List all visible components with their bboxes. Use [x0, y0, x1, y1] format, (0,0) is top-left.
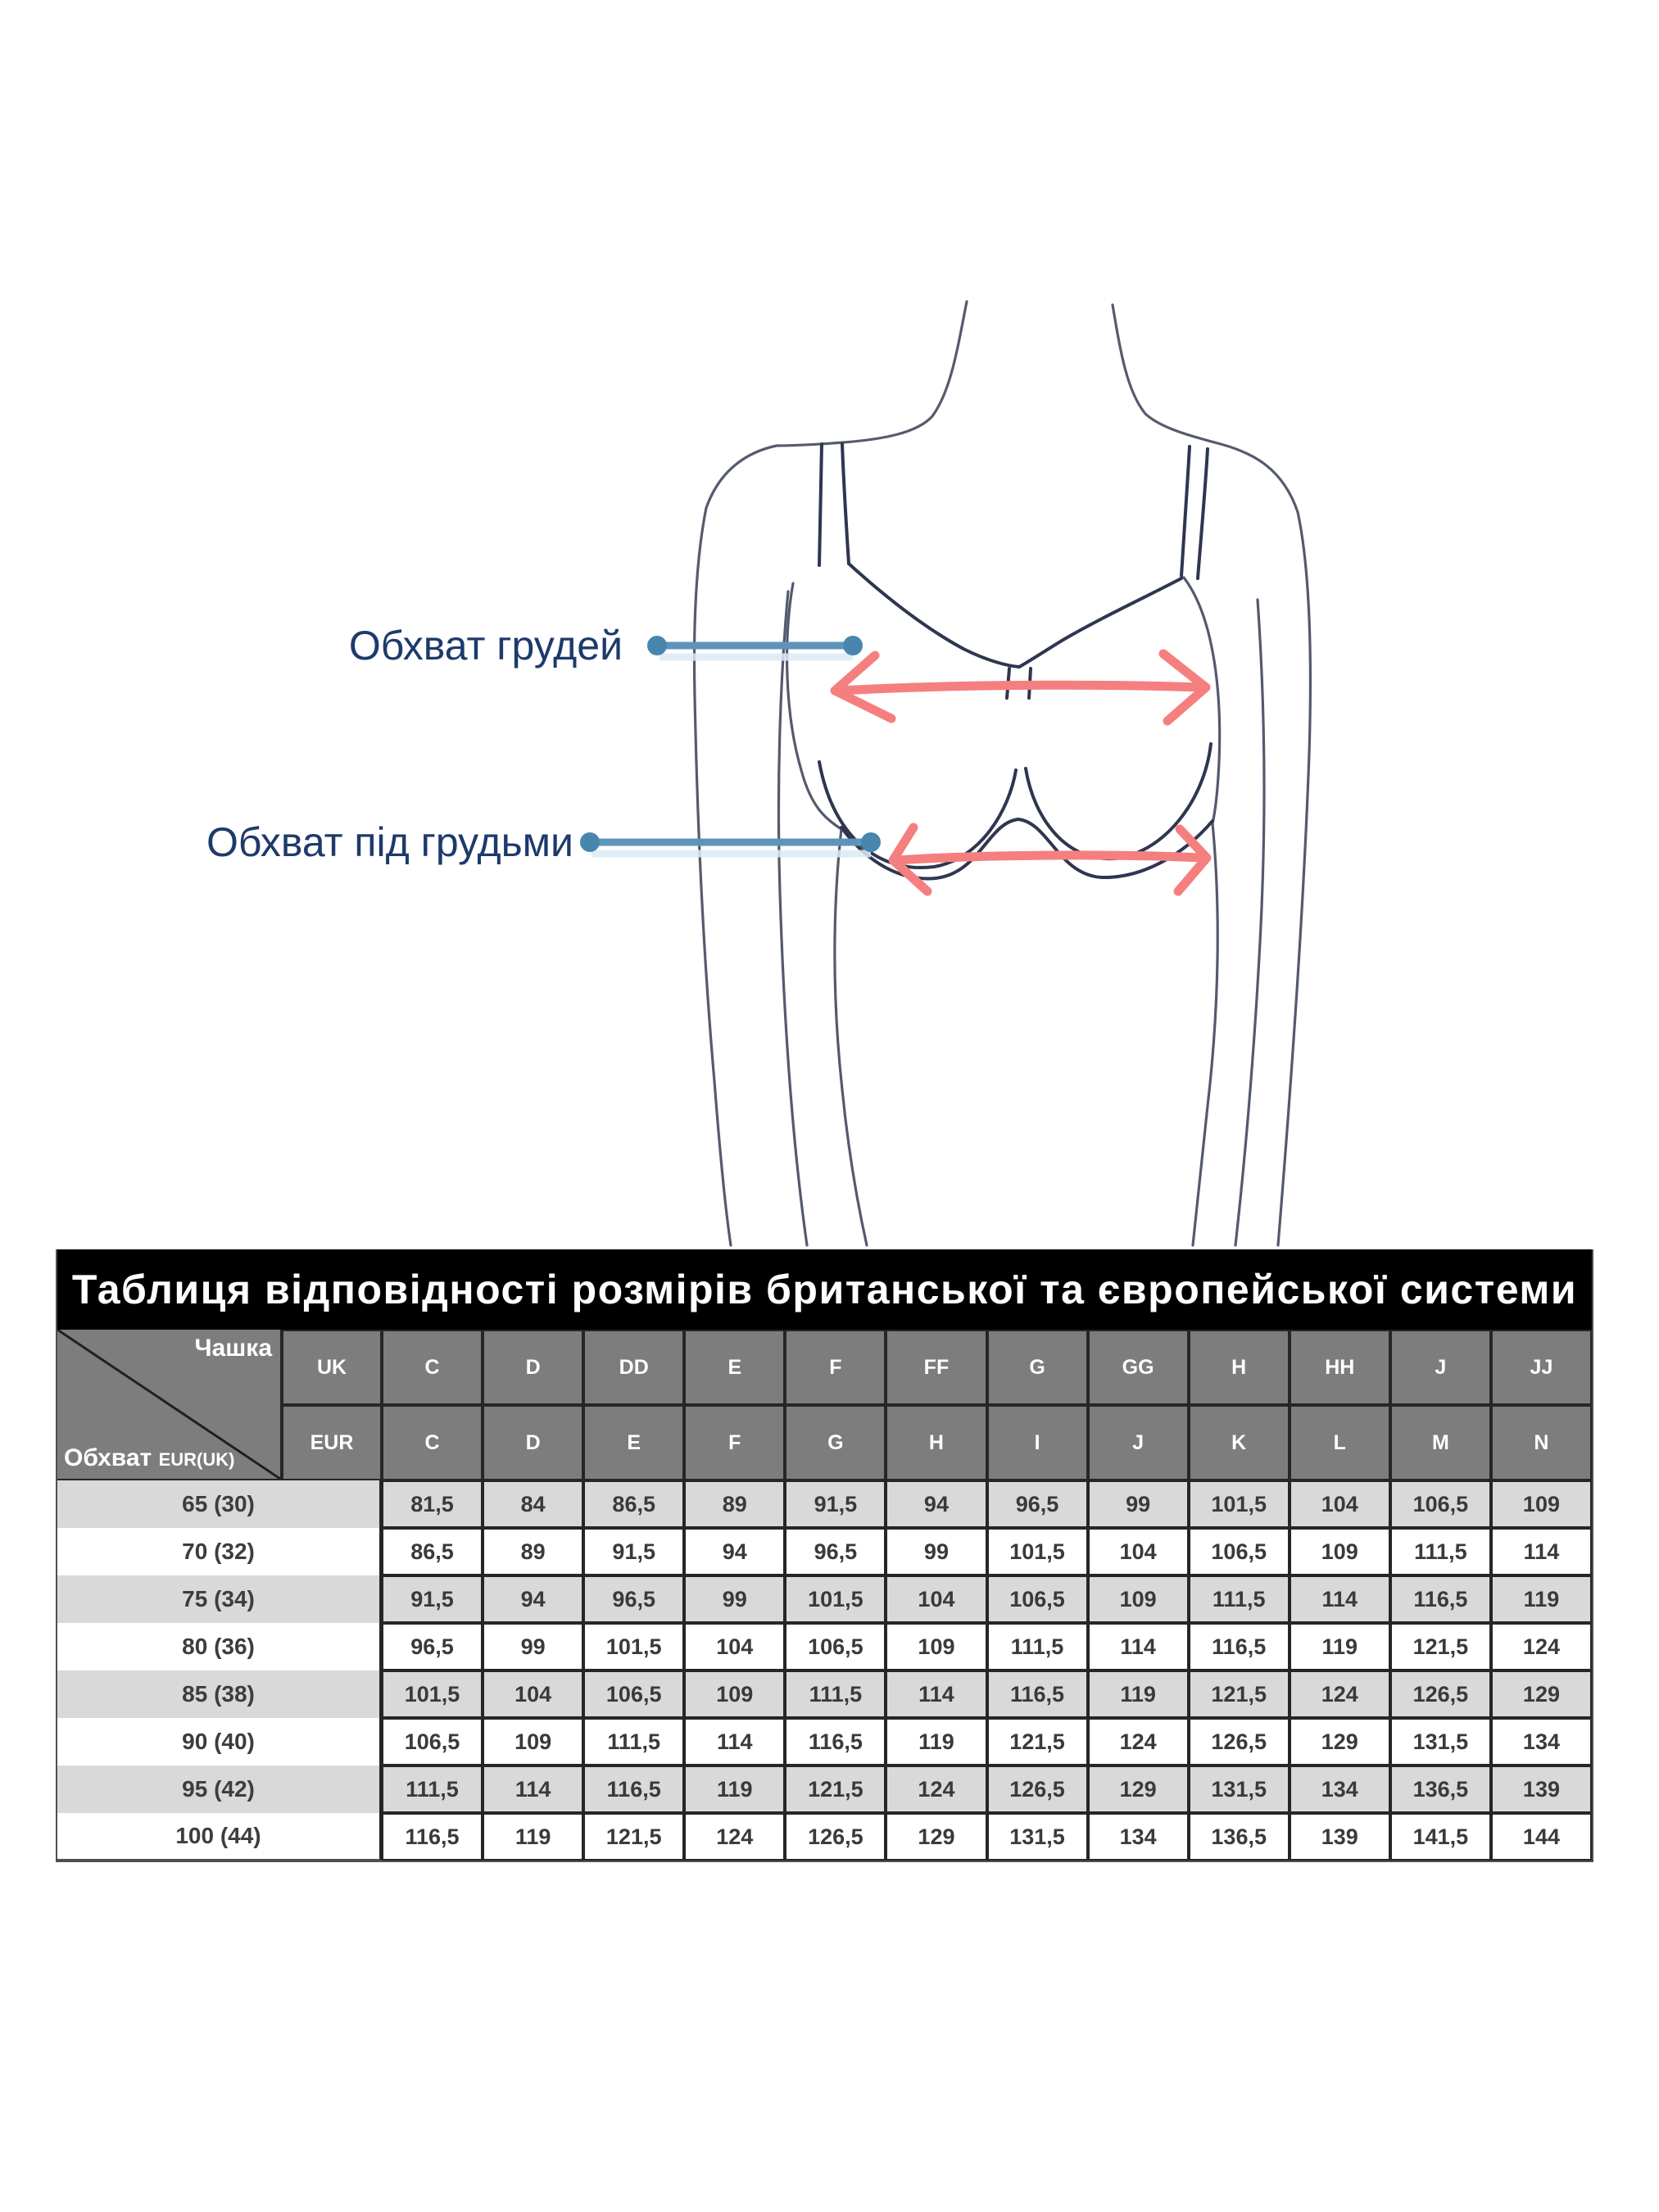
size-value-cell: 101,5 [785, 1575, 886, 1623]
uk-cup-cell: J [1390, 1330, 1491, 1405]
size-value-cell: 96,5 [583, 1575, 684, 1623]
size-value-cell: 121,5 [583, 1813, 684, 1861]
size-value-cell: 104 [1088, 1528, 1189, 1575]
eur-cup-cell: D [483, 1405, 583, 1480]
table-row [57, 1575, 1592, 1623]
table-body [57, 1480, 1592, 1861]
bust-arrow-icon [835, 654, 1206, 721]
size-value-cell: 119 [1491, 1575, 1592, 1623]
size-value-cell: 114 [1290, 1575, 1390, 1623]
size-value-cell: 129 [1088, 1766, 1189, 1813]
uk-cup-cell: HH [1290, 1330, 1390, 1405]
size-value-cell: 126,5 [1390, 1670, 1491, 1718]
size-value-cell: 94 [886, 1480, 986, 1528]
table-row [57, 1813, 1592, 1861]
size-value-cell: 109 [886, 1623, 986, 1670]
table-row [57, 1766, 1592, 1813]
row-label-girth: 80 (36) [57, 1623, 382, 1670]
size-value-cell: 144 [1491, 1813, 1592, 1861]
size-value-cell: 116,5 [382, 1813, 483, 1861]
row-label-girth: 75 (34) [57, 1575, 382, 1623]
size-value-cell: 104 [483, 1670, 583, 1718]
table-row [57, 1480, 1592, 1528]
uk-cup-cell: GG [1088, 1330, 1189, 1405]
measure-lines [580, 636, 881, 854]
size-value-cell: 139 [1290, 1813, 1390, 1861]
size-value-cell: 111,5 [1189, 1575, 1290, 1623]
size-value-cell: 99 [684, 1575, 785, 1623]
size-value-cell: 91,5 [785, 1480, 886, 1528]
uk-cup-cell: F [785, 1330, 886, 1405]
size-value-cell: 109 [1491, 1480, 1592, 1528]
size-value-cell: 129 [886, 1813, 986, 1861]
size-value-cell: 94 [483, 1575, 583, 1623]
eur-cup-cell: L [1290, 1405, 1390, 1480]
size-value-cell: 114 [1088, 1623, 1189, 1670]
eur-cup-cell: C [382, 1405, 483, 1480]
bra-outline [819, 444, 1213, 878]
size-value-cell: 126,5 [785, 1813, 886, 1861]
size-value-cell: 81,5 [382, 1480, 483, 1528]
size-value-cell: 131,5 [1189, 1766, 1290, 1813]
size-value-cell: 116,5 [583, 1766, 684, 1813]
corner-cup-label: Чашка [194, 1335, 272, 1362]
size-value-cell: 114 [684, 1718, 785, 1766]
size-value-cell: 126,5 [987, 1766, 1088, 1813]
size-value-cell: 104 [1290, 1480, 1390, 1528]
size-value-cell: 86,5 [583, 1480, 684, 1528]
figure-outline [695, 301, 1311, 1245]
table-row [57, 1670, 1592, 1718]
size-value-cell: 129 [1290, 1718, 1390, 1766]
eur-cup-cell: J [1088, 1405, 1189, 1480]
size-value-cell: 106,5 [785, 1623, 886, 1670]
size-value-cell: 86,5 [382, 1528, 483, 1575]
eur-cup-cell: F [684, 1405, 785, 1480]
girth-unit-text: EUR(UK) [158, 1449, 235, 1470]
size-value-cell: 134 [1088, 1813, 1189, 1861]
size-value-cell: 106,5 [382, 1718, 483, 1766]
size-value-cell: 119 [1088, 1670, 1189, 1718]
eur-cup-cell: E [583, 1405, 684, 1480]
size-value-cell: 116,5 [1189, 1623, 1290, 1670]
uk-cup-cell: D [483, 1330, 583, 1405]
uk-cup-cell: H [1189, 1330, 1290, 1405]
size-value-cell: 131,5 [1390, 1718, 1491, 1766]
size-value-cell: 136,5 [1390, 1766, 1491, 1813]
uk-system-label: UK [282, 1330, 382, 1405]
size-value-cell: 94 [684, 1528, 785, 1575]
uk-cup-cell: JJ [1491, 1330, 1592, 1405]
size-value-cell: 106,5 [583, 1670, 684, 1718]
eur-cup-cell: I [987, 1405, 1088, 1480]
uk-cup-cell: E [684, 1330, 785, 1405]
eur-cup-cell: M [1390, 1405, 1491, 1480]
size-value-cell: 131,5 [987, 1813, 1088, 1861]
size-value-cell: 114 [886, 1670, 986, 1718]
eur-cup-cell: K [1189, 1405, 1290, 1480]
size-value-cell: 114 [1491, 1528, 1592, 1575]
size-value-cell: 121,5 [1189, 1670, 1290, 1718]
row-label-girth: 70 (32) [57, 1528, 382, 1575]
corner-cell [57, 1330, 282, 1480]
table-row [57, 1623, 1592, 1670]
size-value-cell: 106,5 [1390, 1480, 1491, 1528]
size-value-cell: 109 [1290, 1528, 1390, 1575]
girth-word-text: Обхват [64, 1444, 152, 1471]
uk-cup-cell: FF [886, 1330, 986, 1405]
size-value-cell: 96,5 [382, 1623, 483, 1670]
size-value-cell: 84 [483, 1480, 583, 1528]
size-value-cell: 89 [483, 1528, 583, 1575]
size-value-cell: 111,5 [583, 1718, 684, 1766]
size-value-cell: 124 [886, 1766, 986, 1813]
size-value-cell: 134 [1491, 1718, 1592, 1766]
underbust-girth-label: Обхват під грудьми [206, 819, 573, 865]
size-value-cell: 91,5 [382, 1575, 483, 1623]
eur-cup-cell: H [886, 1405, 986, 1480]
size-value-cell: 139 [1491, 1766, 1592, 1813]
bust-pointer-line [647, 636, 863, 655]
size-value-cell: 121,5 [987, 1718, 1088, 1766]
size-value-cell: 96,5 [987, 1480, 1088, 1528]
eur-system-label: EUR [282, 1405, 382, 1480]
size-value-cell: 116,5 [1390, 1575, 1491, 1623]
size-value-cell: 124 [1088, 1718, 1189, 1766]
size-value-cell: 99 [1088, 1480, 1189, 1528]
size-value-cell: 119 [483, 1813, 583, 1861]
size-value-cell: 89 [684, 1480, 785, 1528]
size-value-cell: 124 [684, 1813, 785, 1861]
size-value-cell: 116,5 [987, 1670, 1088, 1718]
size-value-cell: 119 [886, 1718, 986, 1766]
size-table [56, 1249, 1593, 1862]
size-value-cell: 134 [1290, 1766, 1390, 1813]
size-value-cell: 106,5 [1189, 1528, 1290, 1575]
size-value-cell: 119 [1290, 1623, 1390, 1670]
size-value-cell: 101,5 [987, 1528, 1088, 1575]
size-value-cell: 116,5 [785, 1718, 886, 1766]
eur-cup-cell: G [785, 1405, 886, 1480]
size-value-cell: 109 [684, 1670, 785, 1718]
uk-cup-cell: DD [583, 1330, 684, 1405]
size-value-cell: 109 [1088, 1575, 1189, 1623]
size-value-cell: 141,5 [1390, 1813, 1491, 1861]
size-value-cell: 114 [483, 1766, 583, 1813]
size-value-cell: 91,5 [583, 1528, 684, 1575]
table-header [57, 1330, 1592, 1480]
size-value-cell: 99 [886, 1528, 986, 1575]
size-value-cell: 111,5 [1390, 1528, 1491, 1575]
size-value-cell: 111,5 [987, 1623, 1088, 1670]
size-value-cell: 124 [1290, 1670, 1390, 1718]
size-value-cell: 121,5 [1390, 1623, 1491, 1670]
size-value-cell: 101,5 [382, 1670, 483, 1718]
size-value-cell: 96,5 [785, 1528, 886, 1575]
size-value-cell: 126,5 [1189, 1718, 1290, 1766]
bust-girth-label: Обхват грудей [348, 623, 623, 669]
size-value-cell: 109 [483, 1718, 583, 1766]
size-value-cell: 101,5 [1189, 1480, 1290, 1528]
table-title: Таблиця відповідності розмірів британської та європейської системи [57, 1249, 1592, 1330]
row-label-girth: 85 (38) [57, 1670, 382, 1718]
size-value-cell: 124 [1491, 1623, 1592, 1670]
table-row [57, 1718, 1592, 1766]
eur-cup-cell: N [1491, 1405, 1592, 1480]
size-value-cell: 129 [1491, 1670, 1592, 1718]
table-row [57, 1528, 1592, 1575]
size-value-cell: 104 [684, 1623, 785, 1670]
uk-cup-cell: C [382, 1330, 483, 1405]
size-value-cell: 106,5 [987, 1575, 1088, 1623]
row-label-girth: 90 (40) [57, 1718, 382, 1766]
underbust-pointer-line [580, 832, 881, 852]
size-value-cell: 111,5 [785, 1670, 886, 1718]
torso-diagram [492, 246, 1393, 1262]
size-value-cell: 99 [483, 1623, 583, 1670]
row-label-girth: 100 (44) [57, 1813, 382, 1861]
size-value-cell: 101,5 [583, 1623, 684, 1670]
uk-cup-cell: G [987, 1330, 1088, 1405]
corner-girth-label [64, 1444, 234, 1472]
underbust-arrow-icon [893, 827, 1207, 891]
row-label-girth: 95 (42) [57, 1766, 382, 1813]
size-value-cell: 121,5 [785, 1766, 886, 1813]
size-value-cell: 136,5 [1189, 1813, 1290, 1861]
size-value-cell: 111,5 [382, 1766, 483, 1813]
row-label-girth: 65 (30) [57, 1480, 382, 1528]
size-value-cell: 104 [886, 1575, 986, 1623]
size-value-cell: 119 [684, 1766, 785, 1813]
